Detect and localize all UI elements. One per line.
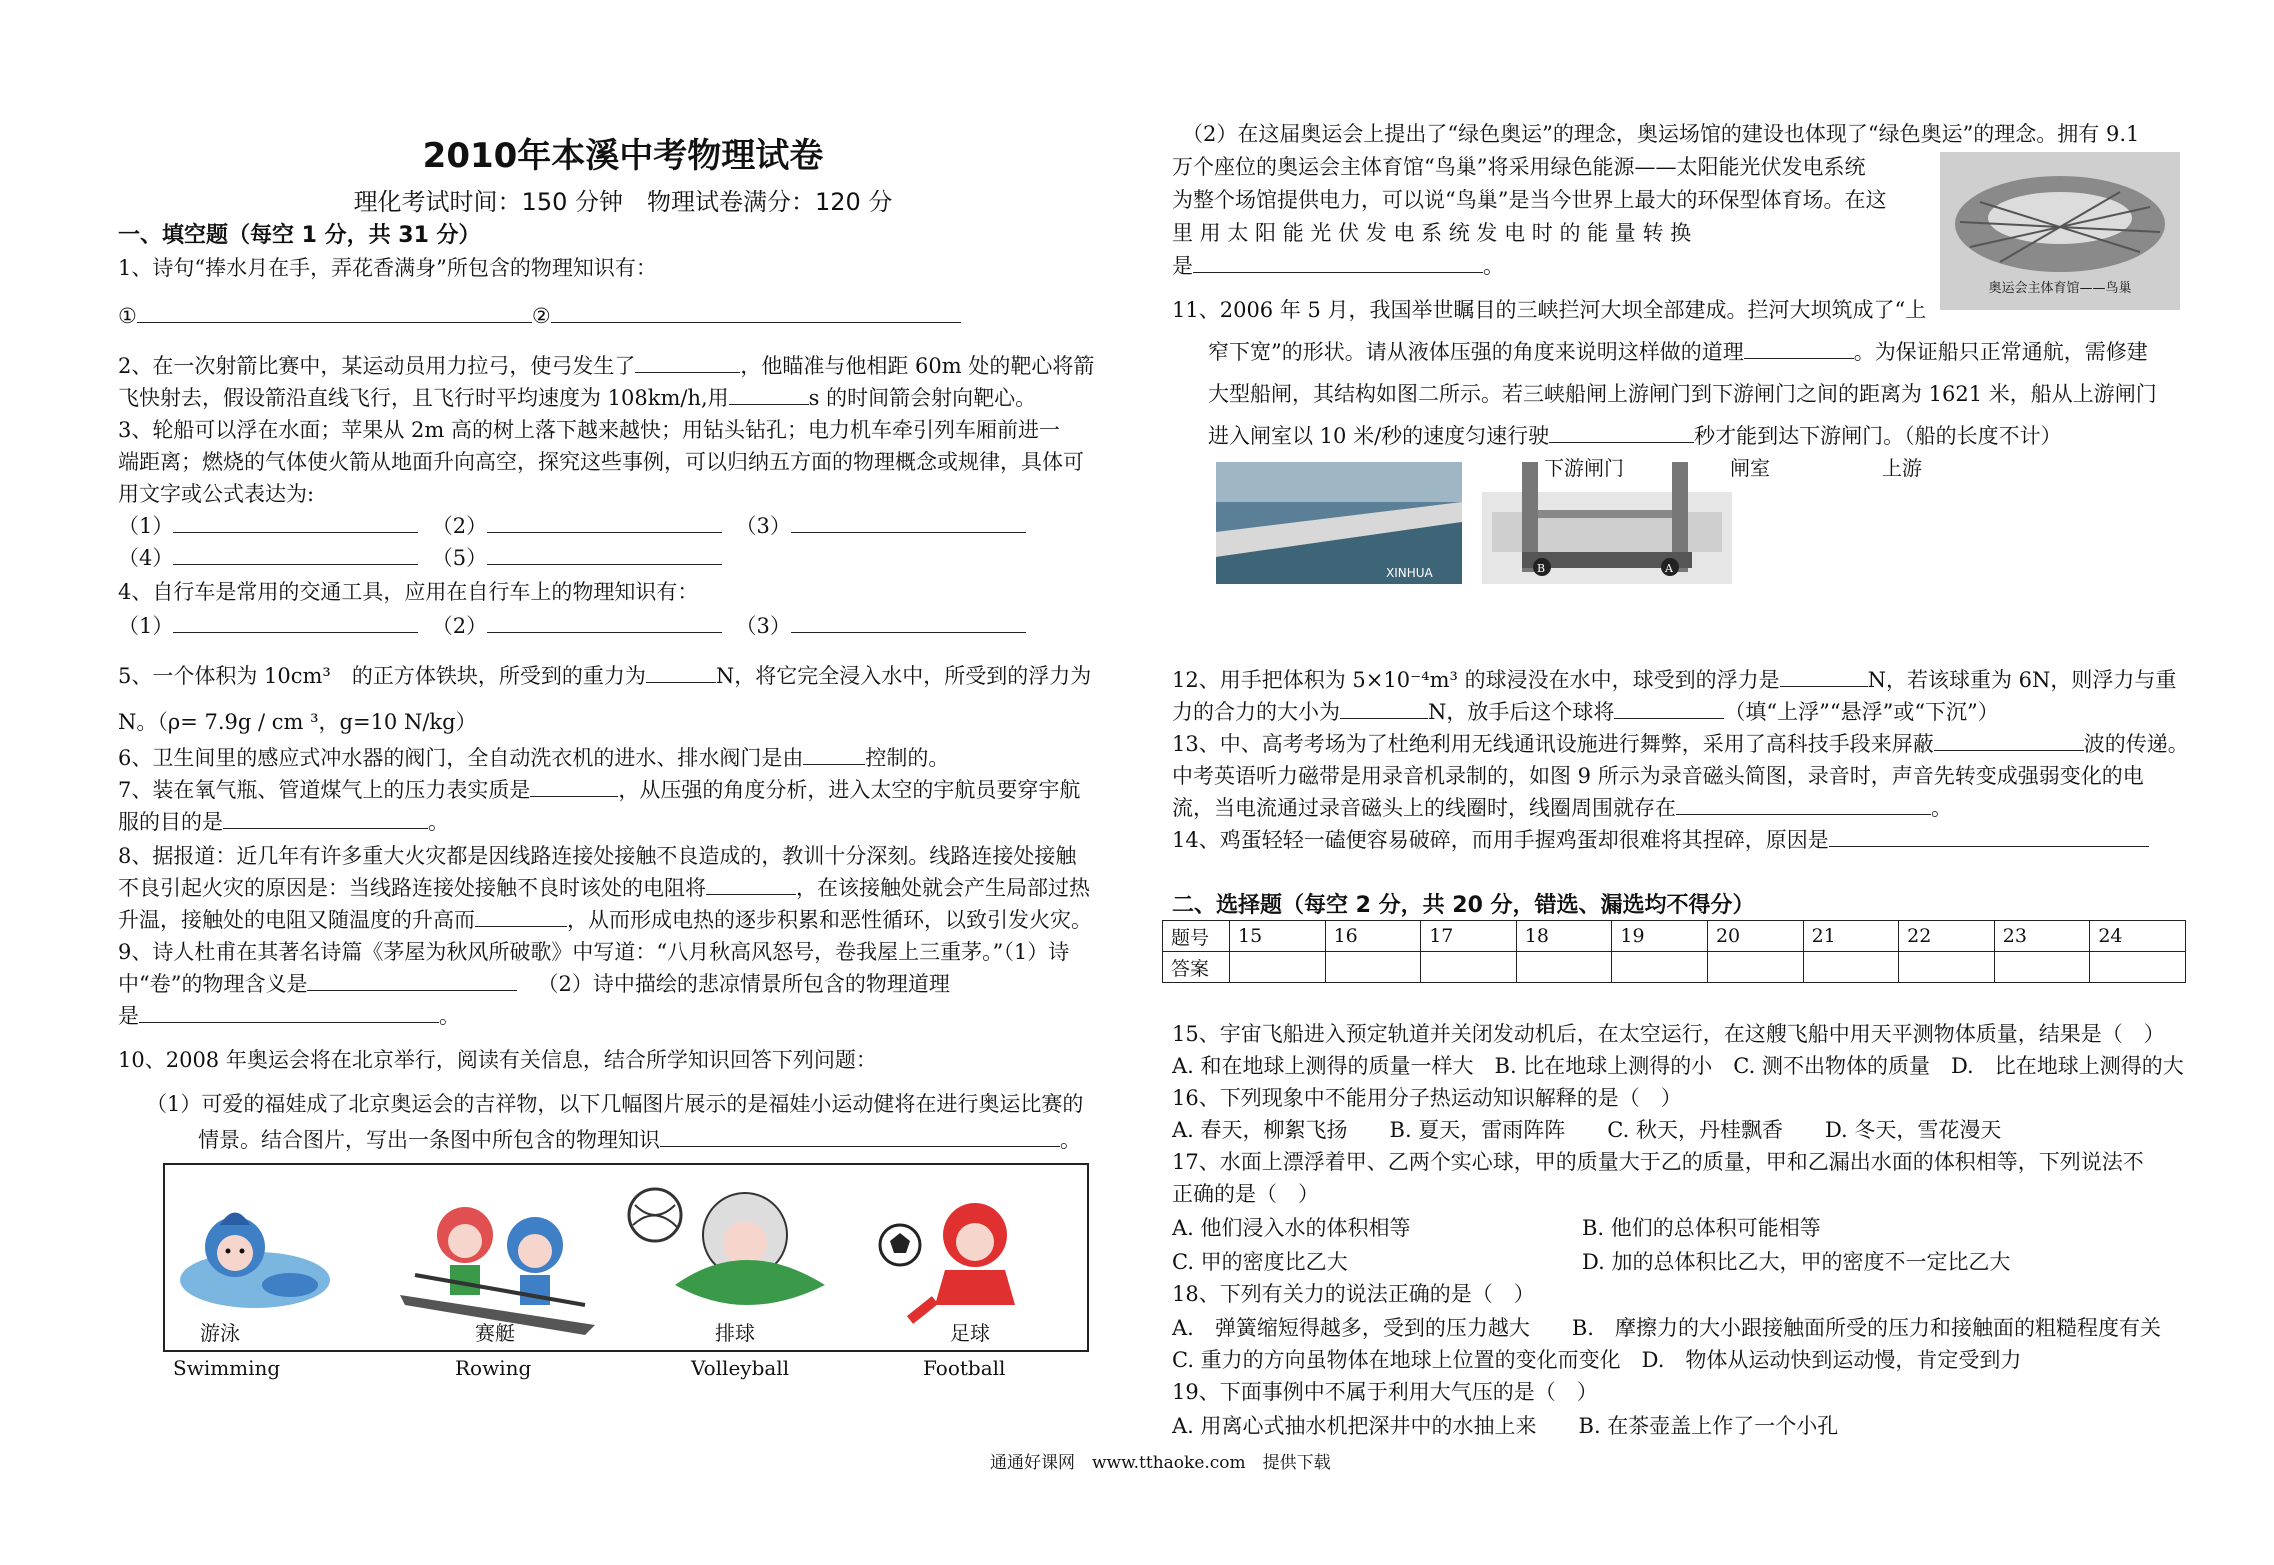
question-9-line3: 是 。 (118, 1004, 460, 1028)
question-9-line1: 9、诗人杜甫在其著名诗篇《茅屋为秋风所破歌》中写道：“八月秋高风怒号，卷我屋上三重茅。”（1）诗 (118, 940, 1070, 964)
question-3-answers-row1: （1） （2） （3） (118, 510, 1026, 543)
question-7-line1: 7、装在氧气瓶、管道煤气上的压力表实质是 ，从压强的角度分析，进入太空的宇航员要穿宇航 (118, 778, 1081, 802)
answer-blank[interactable] (791, 612, 1026, 633)
answer-blank[interactable] (173, 612, 418, 633)
mascot-caption-rowing: Rowing (455, 1356, 532, 1380)
table-cell: 23 (1994, 921, 2090, 952)
question-11-line1: 11、2006 年 5 月，我国举世瞩目的三峡拦河大坝全部建成。拦河大坝筑成了“上 (1172, 298, 1927, 322)
table-cell: 24 (2090, 921, 2186, 952)
mascot-label-swimming: 游泳 (200, 1321, 240, 1345)
answer-blank[interactable] (635, 352, 740, 373)
volleyball-mascot-image (625, 1175, 845, 1335)
table-cell: 15 (1230, 921, 1326, 952)
question-10: 10、2008 年奥运会将在北京举行，阅读有关信息，结合所学知识回答下列问题： (118, 1048, 877, 1072)
dam-photo-watermark: XINHUA (1386, 566, 1433, 580)
section-choice-heading: 二、选择题（每空 2 分，共 20 分，错选、漏选均不得分） (1172, 893, 1755, 918)
question-4: 4、自行车是常用的交通工具，应用在自行车上的物理知识有： (118, 580, 699, 604)
question-10-2-line2: 万个座位的奥运会主体育馆“鸟巢”将采用绿色能源——太阳能光伏发电系统 (1172, 155, 1866, 179)
mascot-caption-swimming: Swimming (173, 1356, 281, 1380)
question-19: 19、下面事例中不属于利用大气压的是（ ） (1172, 1380, 1598, 1404)
question-17-line1: 17、水面上漂浮着甲、乙两个实心球，甲的质量大于乙的质量，甲和乙漏出水面的体积相等，下列说法不 (1172, 1150, 2144, 1174)
football-mascot-image (875, 1185, 1055, 1335)
question-10-1-line1: （1）可爱的福娃成了北京奥运会的吉祥物，以下几幅图片展示的是福娃小运动健将在进行奥运比赛的 (146, 1092, 1084, 1116)
answer-blank[interactable] (660, 1126, 1060, 1147)
question-2-line1: 2、在一次射箭比赛中，某运动员用力拉弓，使弓发生了 ，他瞄准与他相距 60m 处的靶心将箭 (118, 354, 1095, 378)
question-4-answers: （1） （2） （3） (118, 610, 1026, 643)
question-5-line2: N。（ρ= 7.9g / cm ³，g=10 N/kg） (118, 710, 477, 734)
answer-blank[interactable] (223, 808, 428, 829)
question-6: 6、卫生间里的感应式冲水器的阀门，全自动洗衣机的进水、排水阀门是由 控制的。 (118, 746, 950, 770)
answer-blank[interactable] (791, 512, 1026, 533)
answer-blank[interactable] (1780, 666, 1868, 687)
answer-blank[interactable] (803, 744, 865, 765)
mascot-caption-football: Football (923, 1356, 1006, 1380)
table-cell: 21 (1803, 921, 1899, 952)
rowing-mascot-image (395, 1175, 605, 1335)
answer-cell[interactable] (1899, 952, 1995, 983)
question-9-line2: 中“卷”的物理含义是 （2）诗中描绘的悲凉情景所包含的物理道理 (118, 972, 950, 996)
answer-blank[interactable] (173, 544, 418, 565)
three-gorges-dam-photo (1216, 462, 1462, 584)
answer-blank[interactable] (551, 302, 961, 323)
question-10-2-line5: 是 。 (1172, 254, 1504, 278)
lock-label-chamber: 闸室 (1730, 452, 1770, 485)
question-13-line3: 流，当电流通过录音磁头上的线圈时，线圈周围就存在 。 (1172, 796, 1952, 820)
table-cell: 17 (1421, 921, 1517, 952)
answer-blank[interactable] (307, 970, 517, 991)
question-10-2-line3: 为整个场馆提供电力，可以说“鸟巢”是当今世界上最大的环保型体育场。在这 (1172, 188, 1887, 212)
question-17-option-d: D. 加的总体积比乙大，甲的密度不一定比乙大 (1582, 1250, 2011, 1274)
question-10-2-line4: 里 用 太 阳 能 光 伏 发 电 系 统 发 电 时 的 能 量 转 换 (1172, 221, 1692, 245)
answer-cell[interactable] (1421, 952, 1517, 983)
lock-label-downstream-gate: 下游闸门 (1544, 452, 1624, 485)
question-10-1-line2: 情景。结合图片，写出一条图中所包含的物理知识 。 (198, 1128, 1081, 1152)
question-18: 18、下列有关力的说法正确的是（ ） (1172, 1282, 1535, 1306)
table-header-cell: 题号 (1163, 921, 1230, 952)
mascot-label-rowing: 赛艇 (475, 1321, 515, 1345)
mascot-caption-volleyball: Volleyball (691, 1356, 790, 1380)
birds-nest-caption: 奥运会主体育馆——鸟巢 (1988, 281, 2132, 296)
answer-blank[interactable] (706, 874, 796, 895)
answer-blank[interactable] (173, 512, 418, 533)
question-17-option-c: C. 甲的密度比乙大 (1172, 1250, 1348, 1274)
answer-cell[interactable] (1803, 952, 1899, 983)
mascot-label-volleyball: 排球 (715, 1321, 755, 1345)
table-cell: 18 (1516, 921, 1612, 952)
table-header-cell: 答案 (1163, 952, 1230, 983)
question-18-options-1: A. 弹簧缩短得越多，受到的压力越大 B. 摩擦力的大小跟接触面所受的压力和接触面的粗糙程度有关 (1172, 1316, 2161, 1340)
answer-blank[interactable] (1614, 698, 1724, 719)
question-11-line3: 大型船闸，其结构如图二所示。若三峡船闸上游闸门到下游闸门之间的距离为 1621 米，船从上游闸门 (1208, 382, 2157, 406)
question-3-line3: 用文字或公式表达为: (118, 482, 315, 506)
answer-cell[interactable] (1707, 952, 1803, 983)
question-19-options: A. 用离心式抽水机把深井中的水抽上来 B. 在茶壶盖上作了一个小孔 (1172, 1414, 1839, 1438)
table-cell: 22 (1899, 921, 1995, 952)
question-5-line1: 5、一个体积为 10cm³ 的正方体铁块，所受到的重力为 N，将它完全浸入水中，所受到的浮力为 (118, 664, 1092, 688)
mascot-label-football: 足球 (950, 1321, 990, 1345)
valve-label-b: B (1537, 562, 1546, 575)
question-8-line2: 不良引起火灾的原因是：当线路连接处接触不良时该处的电阻将 ，在该接触处就会产生局部过热 (118, 876, 1090, 900)
answer-blank[interactable] (1744, 338, 1854, 359)
swimming-mascot-image (175, 1185, 345, 1325)
answer-blank[interactable] (1934, 730, 2084, 751)
table-cell: 19 (1612, 921, 1708, 952)
question-3-answers-row2: （4） （5） (118, 542, 722, 575)
question-11-line4: 进入闸室以 10 米/秒的速度匀速行驶 秒才能到达下游闸门。（船的长度不计） (1208, 424, 2062, 448)
answer-blank[interactable] (487, 544, 722, 565)
question-16-options: A. 春天，柳絮飞扬 B. 夏天，雷雨阵阵 C. 秋天，丹桂飘香 D. 冬天，雪花漫天 (1172, 1118, 2002, 1142)
answer-blank[interactable] (646, 662, 716, 683)
question-2-line2: 飞快射去，假设箭沿直线飞行，且飞行时平均速度为 108km/h,用 s 的时间箭会射向靶心。 (118, 386, 1037, 410)
answer-blank[interactable] (487, 512, 722, 533)
question-13-line2: 中考英语听力磁带是用录音机录制的，如图 9 所示为录音磁头简图，录音时，声音先转变成强弱变化的电 (1172, 764, 2144, 788)
answer-blank[interactable] (1193, 252, 1483, 273)
answer-blank[interactable] (530, 776, 618, 797)
question-11-line2: 窄下宽”的形状。请从液体压强的角度来说明这样做的道理 。为保证船只正常通航，需修建 (1208, 340, 2148, 364)
question-17-option-b: B. 他们的总体积可能相等 (1582, 1216, 1821, 1240)
question-18-options-2: C. 重力的方向虽物体在地球上位置的变化而变化 D. 物体从运动快到运动慢，肯定受到力 (1172, 1348, 2022, 1372)
answer-blank[interactable] (1829, 826, 2149, 847)
page-title: 2010年本溪中考物理试卷 (422, 136, 824, 176)
question-15: 15、宇宙飞船进入预定轨道并关闭发动机后，在太空运行，在这艘飞船中用天平测物体质量，结果是（ ） (1172, 1022, 2165, 1046)
answer-cell[interactable] (2090, 952, 2186, 983)
question-13-line1: 13、中、高考考场为了杜绝利用无线通讯设施进行舞弊，采用了高科技手段来屏蔽 波的传递。 (1172, 732, 2189, 756)
question-3-line2: 端距离；燃烧的气体使火箭从地面升向高空，探究这些事例，可以归纳五方面的物理概念或规律，具体可 (118, 450, 1084, 474)
table-cell: 20 (1707, 921, 1803, 952)
answer-cell[interactable] (1516, 952, 1612, 983)
page-subtitle: 理化考试时间：150 分钟 物理试卷满分：120 分 (353, 188, 893, 216)
answer-blank[interactable] (475, 906, 567, 927)
table-row (1163, 952, 2186, 983)
answer-blank[interactable] (1676, 794, 1931, 815)
question-15-options: A. 和在地球上测得的质量一样大 B. 比在地球上测得的小 C. 测不出物体的质量 D. 比在地球上测得的大 (1172, 1054, 2184, 1078)
answer-cell[interactable] (1325, 952, 1421, 983)
question-1-answers: ① ② (118, 300, 961, 333)
question-12-line1: 12、用手把体积为 5×10⁻⁴m³ 的球浸没在水中，球受到的浮力是 N，若该球重为 6N，则浮力与重 (1172, 668, 2177, 692)
answer-blank[interactable] (139, 1002, 439, 1023)
question-8-line1: 8、据报道：近几年有许多重大火灾都是因线路连接处接触不良造成的，教训十分深刻。线路连接处接触 (118, 844, 1077, 868)
answer-cell[interactable] (1612, 952, 1708, 983)
answer-blank[interactable] (137, 302, 532, 323)
answer-blank[interactable] (1340, 698, 1428, 719)
table-cell: 16 (1325, 921, 1421, 952)
question-8-line3: 升温，接触处的电阻又随温度的升高而 ，从而形成电热的逐步积累和恶性循环，以致引发火灾。 (118, 908, 1092, 932)
question-7-line2: 服的目的是 。 (118, 810, 449, 834)
valve-label-a: A (1665, 562, 1673, 575)
lock-label-upstream: 上游 (1882, 456, 1922, 480)
answer-cell[interactable] (1230, 952, 1326, 983)
answer-blank[interactable] (487, 612, 722, 633)
question-17-option-a: A. 他们浸入水的体积相等 (1172, 1216, 1411, 1240)
question-12-line2: 力的合力的大小为 N，放手后这个球将 （填“上浮”“悬浮”或“下沉”） (1172, 700, 1999, 724)
question-1: 1、诗句“捧水月在手，弄花香满身”所包含的物理知识有： (118, 256, 657, 280)
question-17-line2: 正确的是（ ） (1172, 1182, 1319, 1206)
question-3-line1: 3、轮船可以浮在水面；苹果从 2m 高的树上落下越来越快；用钻头钻孔；电力机车牵引列车厢前进一 (118, 418, 1060, 442)
question-16: 16、下列现象中不能用分子热运动知识解释的是（ ） (1172, 1086, 1682, 1110)
page-footer: 通通好课网 www.tthaoke.com 提供下载 (990, 1453, 1331, 1473)
birds-nest-stadium-image (1940, 152, 2180, 310)
section-fill-blank-heading: 一、填空题（每空 1 分，共 31 分） (118, 223, 481, 248)
table-row (1163, 921, 2186, 952)
answer-cell[interactable] (1994, 952, 2090, 983)
answer-table (1162, 920, 2186, 983)
mascot-figure-box (163, 1163, 1089, 1352)
question-10-2-line1: （2）在这届奥运会上提出了“绿色奥运”的理念，奥运场馆的建设也体现了“绿色奥运”的理念。拥有 9.1 (1182, 122, 2140, 146)
question-14: 14、鸡蛋轻轻一磕便容易破碎，而用手握鸡蛋却很难将其捏碎，原因是 (1172, 824, 2149, 857)
answer-blank[interactable] (1549, 422, 1694, 443)
answer-blank[interactable] (729, 384, 809, 405)
